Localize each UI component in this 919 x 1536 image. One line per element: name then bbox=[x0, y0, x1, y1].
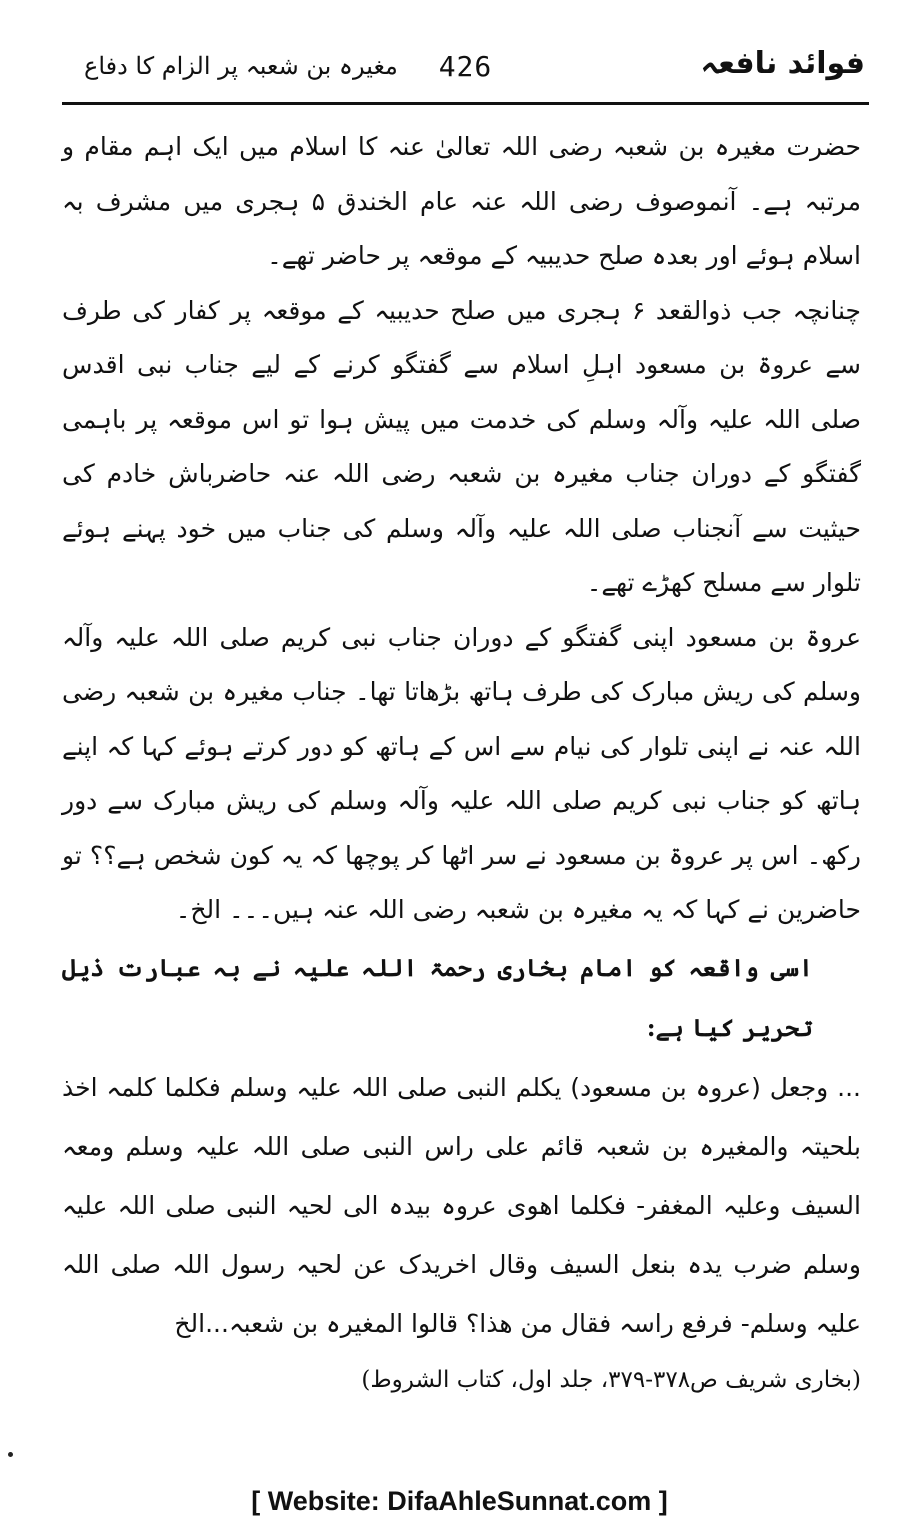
paragraph-hudaybiyyah: چنانچہ جب ذوالقعد ۶ ہجری میں صلح حدیبیہ کے موقعہ پر کفار کی طرف سے عروۃ بن مسعود اہلِ اسلام سے گفتگو کرنے کے لیے جناب نبی اقدس صلی اللہ علیہ وآلہ وسلم کی خدمت میں پیش ہوا تو اس موقعہ پر باہمی گفتگو کے دوران جناب مغیرہ بن شعبہ رضی اللہ عنہ حاضرباش خادم کی حیثیت سے آنجناب صلی اللہ علیہ وآلہ وسلم کی جناب میں خود پہنے ہوئے تلوار سے مسلح کھڑے تھے۔ bbox=[62, 295, 861, 597]
page-number: 426 bbox=[438, 50, 493, 83]
book-title: فوائد نافعہ bbox=[700, 46, 865, 81]
chapter-title: مغیرہ بن شعبہ پر الزام کا دفاع bbox=[84, 52, 398, 80]
paragraph-intro: حضرت مغیرہ بن شعبہ رضی اللہ تعالیٰ عنہ کا اسلام میں ایک اہم مقام و مرتبہ ہے۔ آنموصوف رضی اللہ عنہ عام الخندق ۵ ہجری میں مشرف بہ اسلام ہوئے اور بعدہ صلح حدیبیہ کے موقعہ پر حاضر تھے۔ bbox=[62, 132, 861, 270]
page-body bbox=[62, 120, 861, 1407]
page-header bbox=[62, 40, 869, 102]
website-footer: [ Website: DifaAhleSunnat.com ] bbox=[251, 1486, 668, 1516]
bukhari-intro-line: اسی واقعہ کو امام بخاری رحمۃ اللہ علیہ نے بہ عبارت ذیل تحریر کیا ہے: bbox=[62, 952, 813, 1042]
arabic-quote: ... وجعل (عروہ بن مسعود) يكلم النبی صلی اللہ علیہ وسلم فكلما كلمہ اخذ بلحیتہ والمغیرہ بن شعبہ قائم علی راس النبی صلی اللہ علیہ وسلم ومعہ السیف وعلیہ المغفر- فكلما اھوی عروہ بیدہ الی لحیہ النبی صلی اللہ علیہ وسلم ضرب یدہ بنعل السیف وقال اخریدک عن لحیہ رسول اللہ صلی اللہ علیہ وسلم- فرفع راسہ فقال من ھذا؟ قالوا المغیرہ بن شعبہ...الخ bbox=[62, 1072, 861, 1338]
scan-speck bbox=[8, 1452, 13, 1457]
paragraph-urwah: عروۃ بن مسعود اپنی گفتگو کے دوران جناب نبی کریم صلی اللہ علیہ وآلہ وسلم کی ریش مبارک کی طرف ہاتھ بڑھاتا تھا۔ جناب مغیرہ بن شعبہ رضی اللہ عنہ نے اپنی تلوار کی نیام سے اس کے ہاتھ کو دور کرتے ہوئے کہا کہ اپنے ہاتھ کو جناب نبی کریم صلی اللہ علیہ وآلہ وسلم کی ریش مبارک سے دور رکھ۔ اس پر عروۃ بن مسعود نے سر اٹھا کر پوچھا کہ یہ کون شخص ہے؟؟ تو حاضرین نے کہا کہ یہ مغیرہ بن شعبہ رضی اللہ عنہ ہیں۔۔۔ الخ۔ bbox=[62, 622, 861, 924]
header-rule bbox=[62, 102, 869, 105]
citation: (بخاری شریف ص۳۷۸-۳۷۹، جلد اول، کتاب الشروط) bbox=[361, 1366, 861, 1393]
